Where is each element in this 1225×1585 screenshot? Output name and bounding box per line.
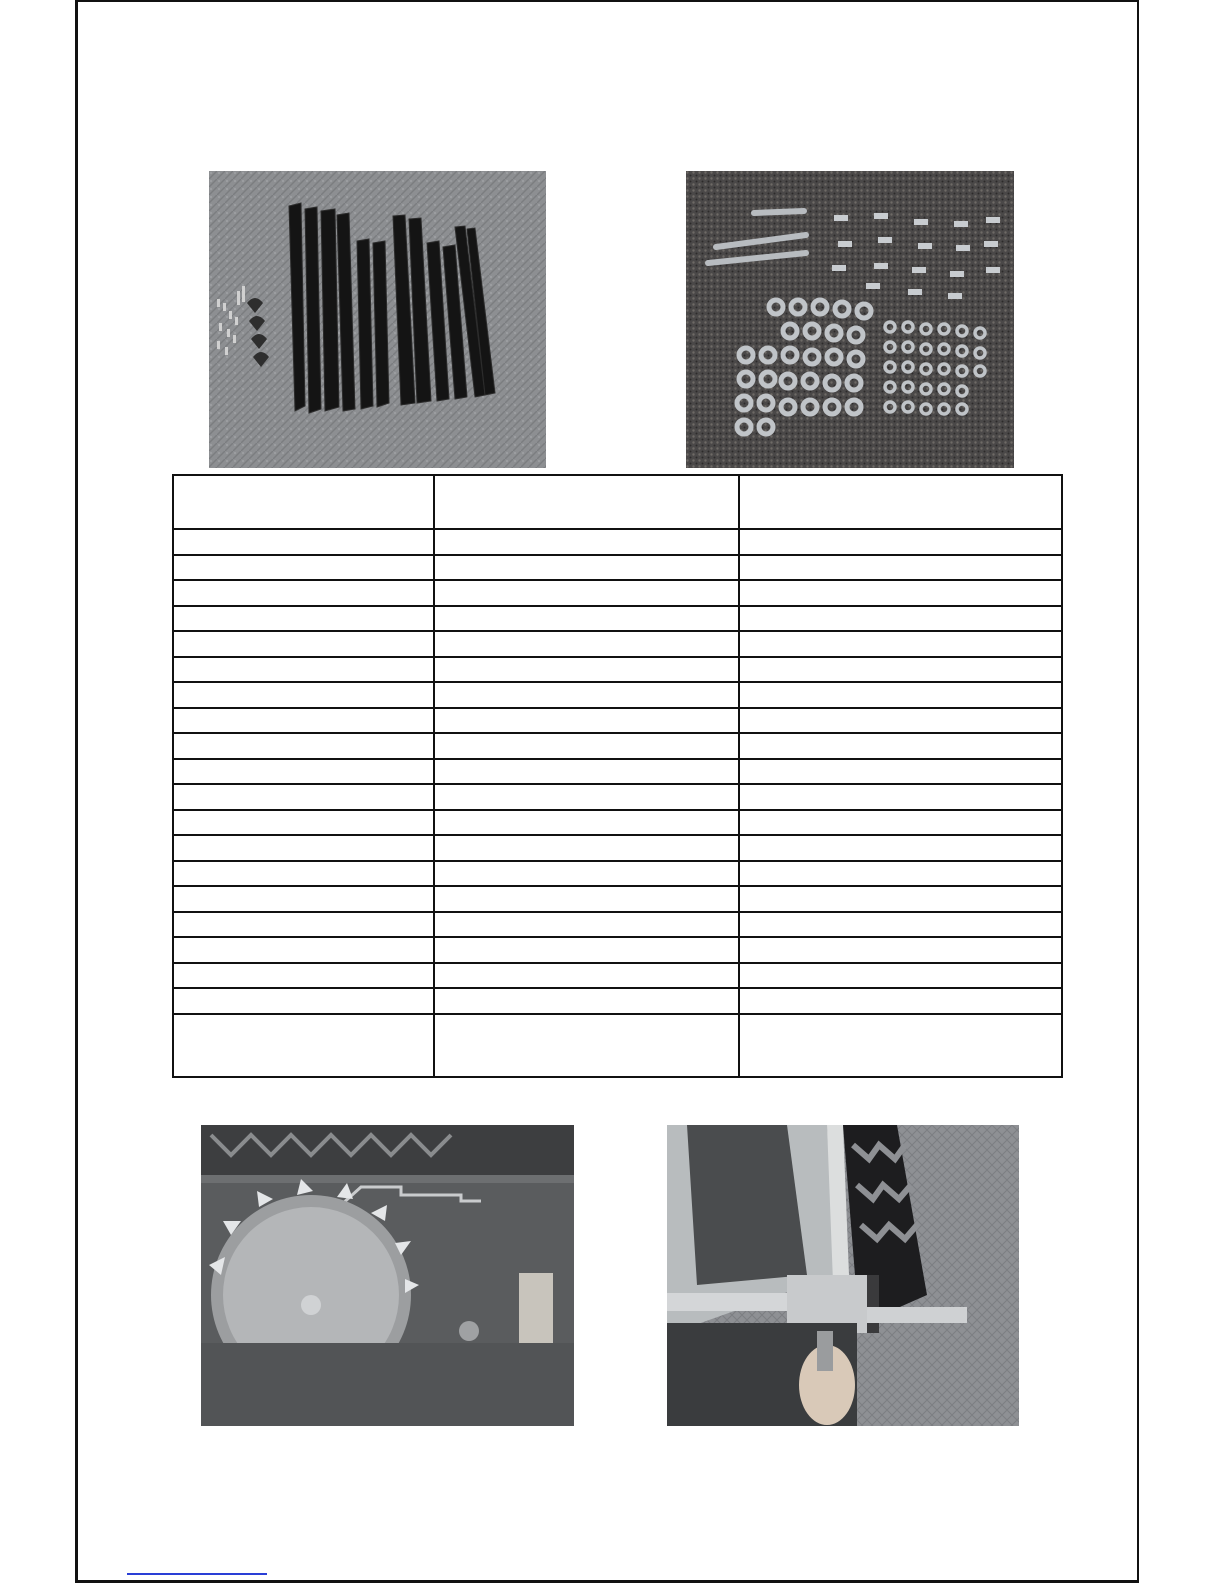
table-cell: [173, 631, 434, 657]
table-cell: [173, 937, 434, 963]
table-cell: [434, 657, 739, 683]
table-row: [173, 784, 1062, 810]
table-row: [173, 963, 1062, 989]
table-cell: [739, 810, 1062, 836]
table-row-last: [173, 1014, 1062, 1077]
table-header-cell: [173, 475, 434, 529]
table-cell: [434, 784, 739, 810]
table-cell: [739, 937, 1062, 963]
table-row: [173, 529, 1062, 555]
table-header-row: [173, 475, 1062, 529]
table-cell: [434, 580, 739, 606]
table-cell: [434, 708, 739, 734]
table-cell: [173, 580, 434, 606]
table-cell: [434, 937, 739, 963]
table-cell: [739, 606, 1062, 632]
table-row: [173, 682, 1062, 708]
photo-saw-blade: [201, 1125, 574, 1426]
table-row: [173, 555, 1062, 581]
table-cell: [434, 835, 739, 861]
table-cell: [739, 631, 1062, 657]
table-header-cell: [434, 475, 739, 529]
table-row: [173, 937, 1062, 963]
table-row: [173, 759, 1062, 785]
table-cell: [739, 733, 1062, 759]
table-cell: [173, 988, 434, 1014]
table-cell: [173, 886, 434, 912]
blade-photo-graphic: [201, 1125, 574, 1426]
table-cell: [173, 529, 434, 555]
table-cell: [434, 963, 739, 989]
table-cell: [434, 810, 739, 836]
table-cell: [173, 682, 434, 708]
table-cell: [434, 682, 739, 708]
table-cell: [173, 606, 434, 632]
table-row: [173, 988, 1062, 1014]
table-row: [173, 631, 1062, 657]
table-row: [173, 912, 1062, 938]
photo-bolts-washers: [686, 171, 1014, 468]
table-cell: [434, 606, 739, 632]
table-cell: [434, 988, 739, 1014]
table-cell: [173, 912, 434, 938]
table-cell: [434, 759, 739, 785]
table-row: [173, 835, 1062, 861]
table-cell: [434, 886, 739, 912]
fence-photo-graphic: [667, 1125, 1019, 1426]
table-cell: [739, 861, 1062, 887]
table-header-cell: [739, 475, 1062, 529]
photo-stand-rails: [209, 171, 546, 468]
table-cell: [739, 555, 1062, 581]
table-cell: [173, 759, 434, 785]
table-cell: [739, 657, 1062, 683]
table-cell: [173, 963, 434, 989]
table-cell: [434, 861, 739, 887]
page-bottom-rule: [75, 1580, 1139, 1583]
parts-table: [172, 474, 1063, 1078]
table-cell: [173, 733, 434, 759]
table-cell: [173, 810, 434, 836]
table-row: [173, 861, 1062, 887]
table-cell: [173, 555, 434, 581]
table-cell: [739, 784, 1062, 810]
table-cell: [434, 631, 739, 657]
table-row: [173, 708, 1062, 734]
table-row: [173, 810, 1062, 836]
table-row: [173, 606, 1062, 632]
table-cell: [739, 835, 1062, 861]
rails-photo-graphic: [209, 171, 546, 468]
table-cell: [173, 1014, 434, 1077]
table-cell: [739, 580, 1062, 606]
table-cell: [739, 988, 1062, 1014]
table-cell: [434, 733, 739, 759]
table-cell: [173, 657, 434, 683]
table-cell: [434, 555, 739, 581]
table-cell: [173, 835, 434, 861]
table-cell: [739, 708, 1062, 734]
table-cell: [739, 963, 1062, 989]
table-row: [173, 733, 1062, 759]
footer-link-underline[interactable]: [127, 1573, 267, 1575]
table-cell: [173, 861, 434, 887]
table-cell: [739, 1014, 1062, 1077]
table-cell: [739, 759, 1062, 785]
table-cell: [434, 529, 739, 555]
table-row: [173, 886, 1062, 912]
table-row: [173, 657, 1062, 683]
table-cell: [739, 886, 1062, 912]
photo-fence-rail: [667, 1125, 1019, 1426]
fasteners-photo-graphic: [686, 171, 1014, 468]
table-cell: [739, 529, 1062, 555]
table-row: [173, 580, 1062, 606]
table-cell: [173, 708, 434, 734]
table-cell: [739, 912, 1062, 938]
table-cell: [739, 682, 1062, 708]
table-cell: [434, 1014, 739, 1077]
table-cell: [173, 784, 434, 810]
table-cell: [434, 912, 739, 938]
